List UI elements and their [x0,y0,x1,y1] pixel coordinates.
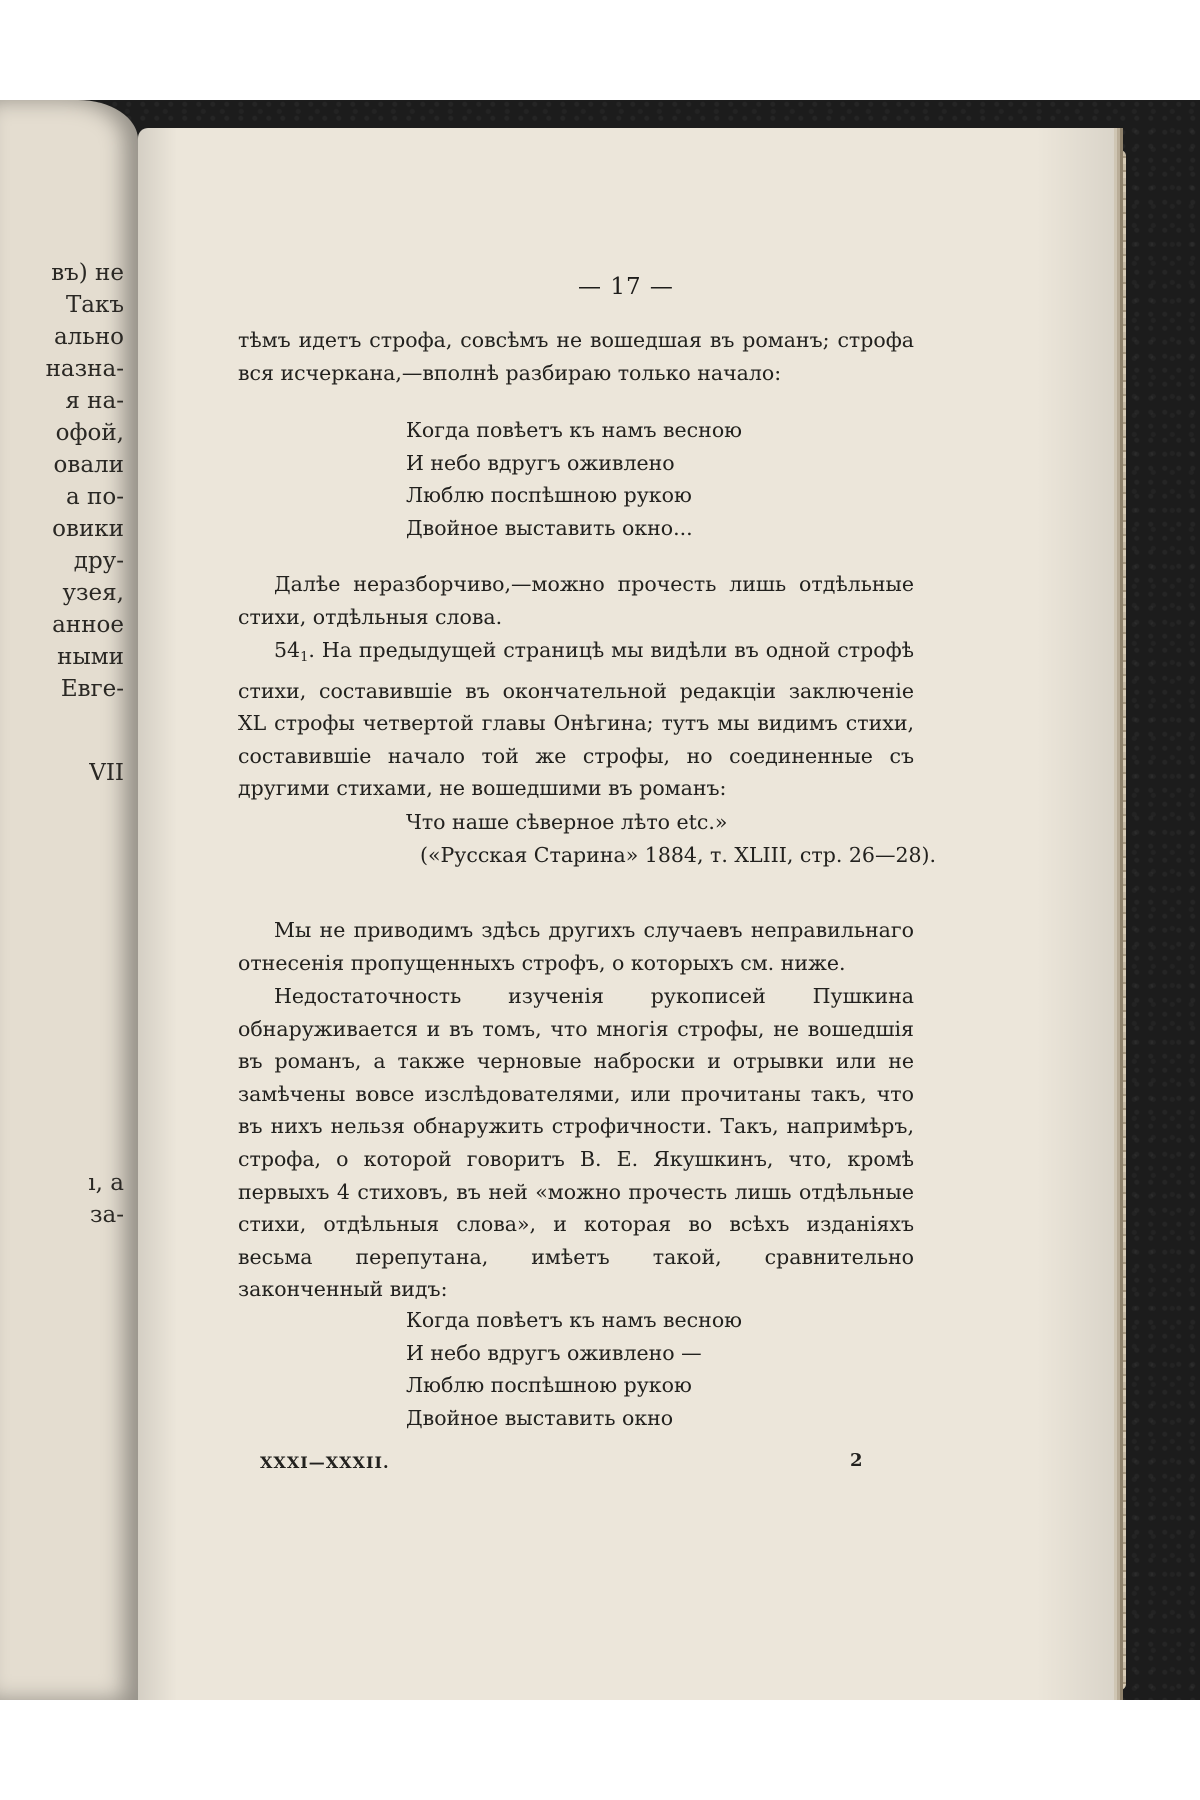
left-page-line: ı, а [88,1170,124,1196]
quote-line: Что наше сѣверное лѣто etc.» [406,810,728,834]
left-facing-page [0,100,138,1700]
paragraph-1: тѣмъ идетъ строфа, совсѣмъ не вошедшая въ романъ; строфа вся исчеркана,—вполнѣ разбираю только начало: [238,328,914,385]
paragraph-2: Далѣе неразборчиво,—можно прочесть лишь отдѣльные стихи, отдѣльныя слова. [238,572,914,629]
left-page-line: офой, [55,420,124,446]
footer-sheet-number: 2 [850,1450,863,1471]
left-page-line: я на- [65,388,124,414]
verse-line: Когда повѣетъ къ намъ весною [406,1308,743,1332]
verse-line: И небо вдругъ оживлено — [406,1340,702,1365]
left-page-line: VII [89,760,124,786]
paragraph-3 [238,634,914,805]
page-number-header: — 17 — [578,274,674,300]
verse-line: Двойное выставить окно... [406,515,693,540]
paragraph-4: Мы не приводимъ здѣсь другихъ случаевъ неправильнаго отнесенія пропущенныхъ строфъ, о которыхъ см. ниже. [238,918,914,975]
left-page-line: въ) не [51,260,124,286]
left-page-line: за- [89,1202,124,1228]
verse-line: И небо вдругъ оживлено [406,450,675,475]
verse-block-1 [406,414,742,544]
left-page-line: назна- [45,356,124,382]
verse-line: Люблю поспѣшною рукою [406,1373,692,1398]
left-page-line: овики [52,516,124,542]
section-subscript: 1 [300,650,309,665]
verse-line: Двойное выставить окно [406,1405,674,1430]
book-page [138,128,1114,1700]
left-page-line: Евге- [60,676,124,702]
left-page-line: дру- [73,548,124,574]
citation: («Русская Старина» 1884, т. XLIII, стр. 26—28). [419,843,937,867]
paragraph-3-text: . На предыдущей страницѣ мы видѣли въ одной строфѣ стихи, составившіе въ окончательной редакціи заключеніе XL строфы четвертой главы Онѣгина; тутъ мы видимъ стихи, составившіе начало той же строфы, но соединенные съ другими стихами, не вошедшими въ романъ: [238,638,914,801]
left-page-line: узея, [62,580,124,606]
verse-line: Люблю поспѣшною рукою [406,483,692,508]
left-page-line: ально [53,324,124,350]
section-number: 54 [274,638,301,662]
left-page-line: анное [52,612,124,638]
left-page-line: ными [57,644,124,670]
left-page-line: Такъ [65,292,124,318]
left-page-line: а по- [66,484,124,510]
verse-line: Когда повѣетъ къ намъ весною [406,418,743,442]
verse-block-2 [406,1304,742,1434]
paragraph-5: Недостаточность изученія рукописей Пушкина обнаруживается и въ томъ, что многія строфы, не вошедшія въ романъ, а также черновые наброски и отрывки или не замѣчены вовсе изслѣдователями, или прочитаны такъ, что въ нихъ нельзя обнаружить строфичности. Такъ, напримѣръ, строфа, о которой говоритъ В. Е. Якушкинъ, что, кромѣ первыхъ 4 стиховъ, въ ней «можно прочесть лишь отдѣльные стихи, отдѣльныя слова», и которая во всѣхъ изданіяхъ весьма перепутана, имѣетъ такой, сравнительно законченный видъ: [238,984,914,1302]
left-page-line: овали [53,452,124,478]
signature-mark: XXXI—XXXII. [260,1453,390,1472]
